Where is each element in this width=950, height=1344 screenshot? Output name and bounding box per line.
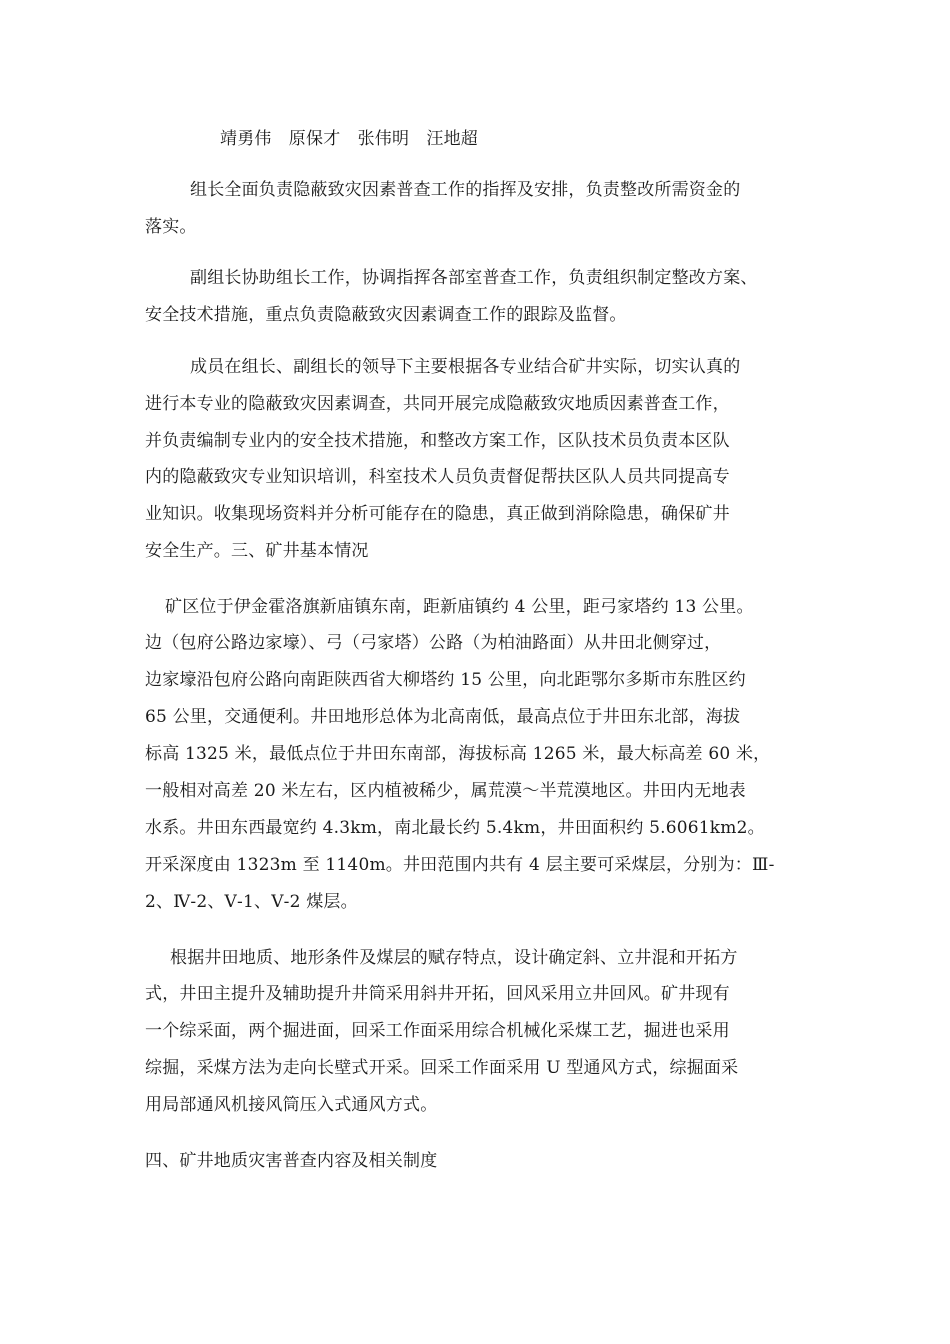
para-deputy-line: 安全技术措施，重点负责隐蔽致灾因素调查工作的跟踪及监督。 (145, 305, 627, 325)
para-location-line: 标高 1325 米，最低点位于井田东南部，海拔标高 1265 米，最大标高差 60 米， (145, 744, 771, 764)
section-four-heading: 四、矿井地质灾害普查内容及相关制度 (145, 1151, 438, 1171)
para-location-line: 开采深度由 1323m 至 1140m。井田范围内共有 4 层主要可采煤层，分别为：Ⅲ- (145, 855, 775, 875)
para-location-line: 边家壕沿包府公路向南距陕西省大柳塔约 15 公里，向北距鄂尔多斯市东胜区约 (145, 670, 746, 690)
para-leader-line: 落实。 (145, 217, 197, 237)
para-members-line: 安全生产。三、矿井基本情况 (145, 541, 369, 561)
para-leader-line: 组长全面负责隐蔽致灾因素普查工作的指挥及安排，负责整改所需资金的 (190, 180, 741, 200)
para-location-line: 边（包府公路边家壕）、弓（弓家塔）公路（为柏油路面）从井田北侧穿过， (145, 633, 722, 653)
para-location-line: 水系。井田东西最宽约 4.3km，南北最长约 5.4km，井田面积约 5.6061km2。 (145, 818, 765, 838)
para-location-line: 65 公里，交通便利。井田地形总体为北高南低，最高点位于井田东北部，海拔 (145, 707, 741, 727)
para-location-line: 矿区位于伊金霍洛旗新庙镇东南，距新庙镇约 4 公里，距弓家塔约 13 公里。 (165, 597, 754, 617)
para-mining-line: 一个综采面，两个掘进面，回采工作面采用综合机械化采煤工艺，掘进也采用 (145, 1021, 730, 1041)
para-members-line: 进行本专业的隐蔽致灾因素调查，共同开展完成隐蔽致灾地质因素普查工作， (145, 394, 730, 414)
para-members-line: 业知识。收集现场资料并分析可能存在的隐患，真正做到消除隐患，确保矿井 (145, 504, 730, 524)
para-members-line: 并负责编制专业内的安全技术措施，和整改方案工作，区队技术员负责本区队 (145, 431, 730, 451)
para-mining-line: 式，井田主提升及辅助提升井筒采用斜井开拓，回风采用立井回风。矿井现有 (145, 984, 730, 1004)
members-line: 靖勇伟 原保才 张伟明 汪地超 (220, 129, 478, 149)
para-location-line: 一般相对高差 20 米左右，区内植被稀少，属荒漠～半荒漠地区。井田内无地表 (145, 781, 746, 801)
para-location-line: 2、Ⅳ-2、Ⅴ-1、Ⅴ-2 煤层。 (145, 892, 358, 912)
para-members-line: 内的隐蔽致灾专业知识培训，科室技术人员负责督促帮扶区队人员共同提高专 (145, 467, 730, 487)
para-deputy-line: 副组长协助组长工作，协调指挥各部室普查工作，负责组织制定整改方案、 (190, 268, 758, 288)
para-mining-line: 根据井田地质、地形条件及煤层的赋存特点，设计确定斜、立井混和开拓方 (170, 948, 738, 968)
para-mining-line: 用局部通风机接风筒压入式通风方式。 (145, 1095, 438, 1115)
para-members-line: 成员在组长、副组长的领导下主要根据各专业结合矿井实际，切实认真的 (190, 357, 741, 377)
para-mining-line: 综掘，采煤方法为走向长壁式开采。回采工作面采用 U 型通风方式，综掘面采 (145, 1058, 739, 1078)
